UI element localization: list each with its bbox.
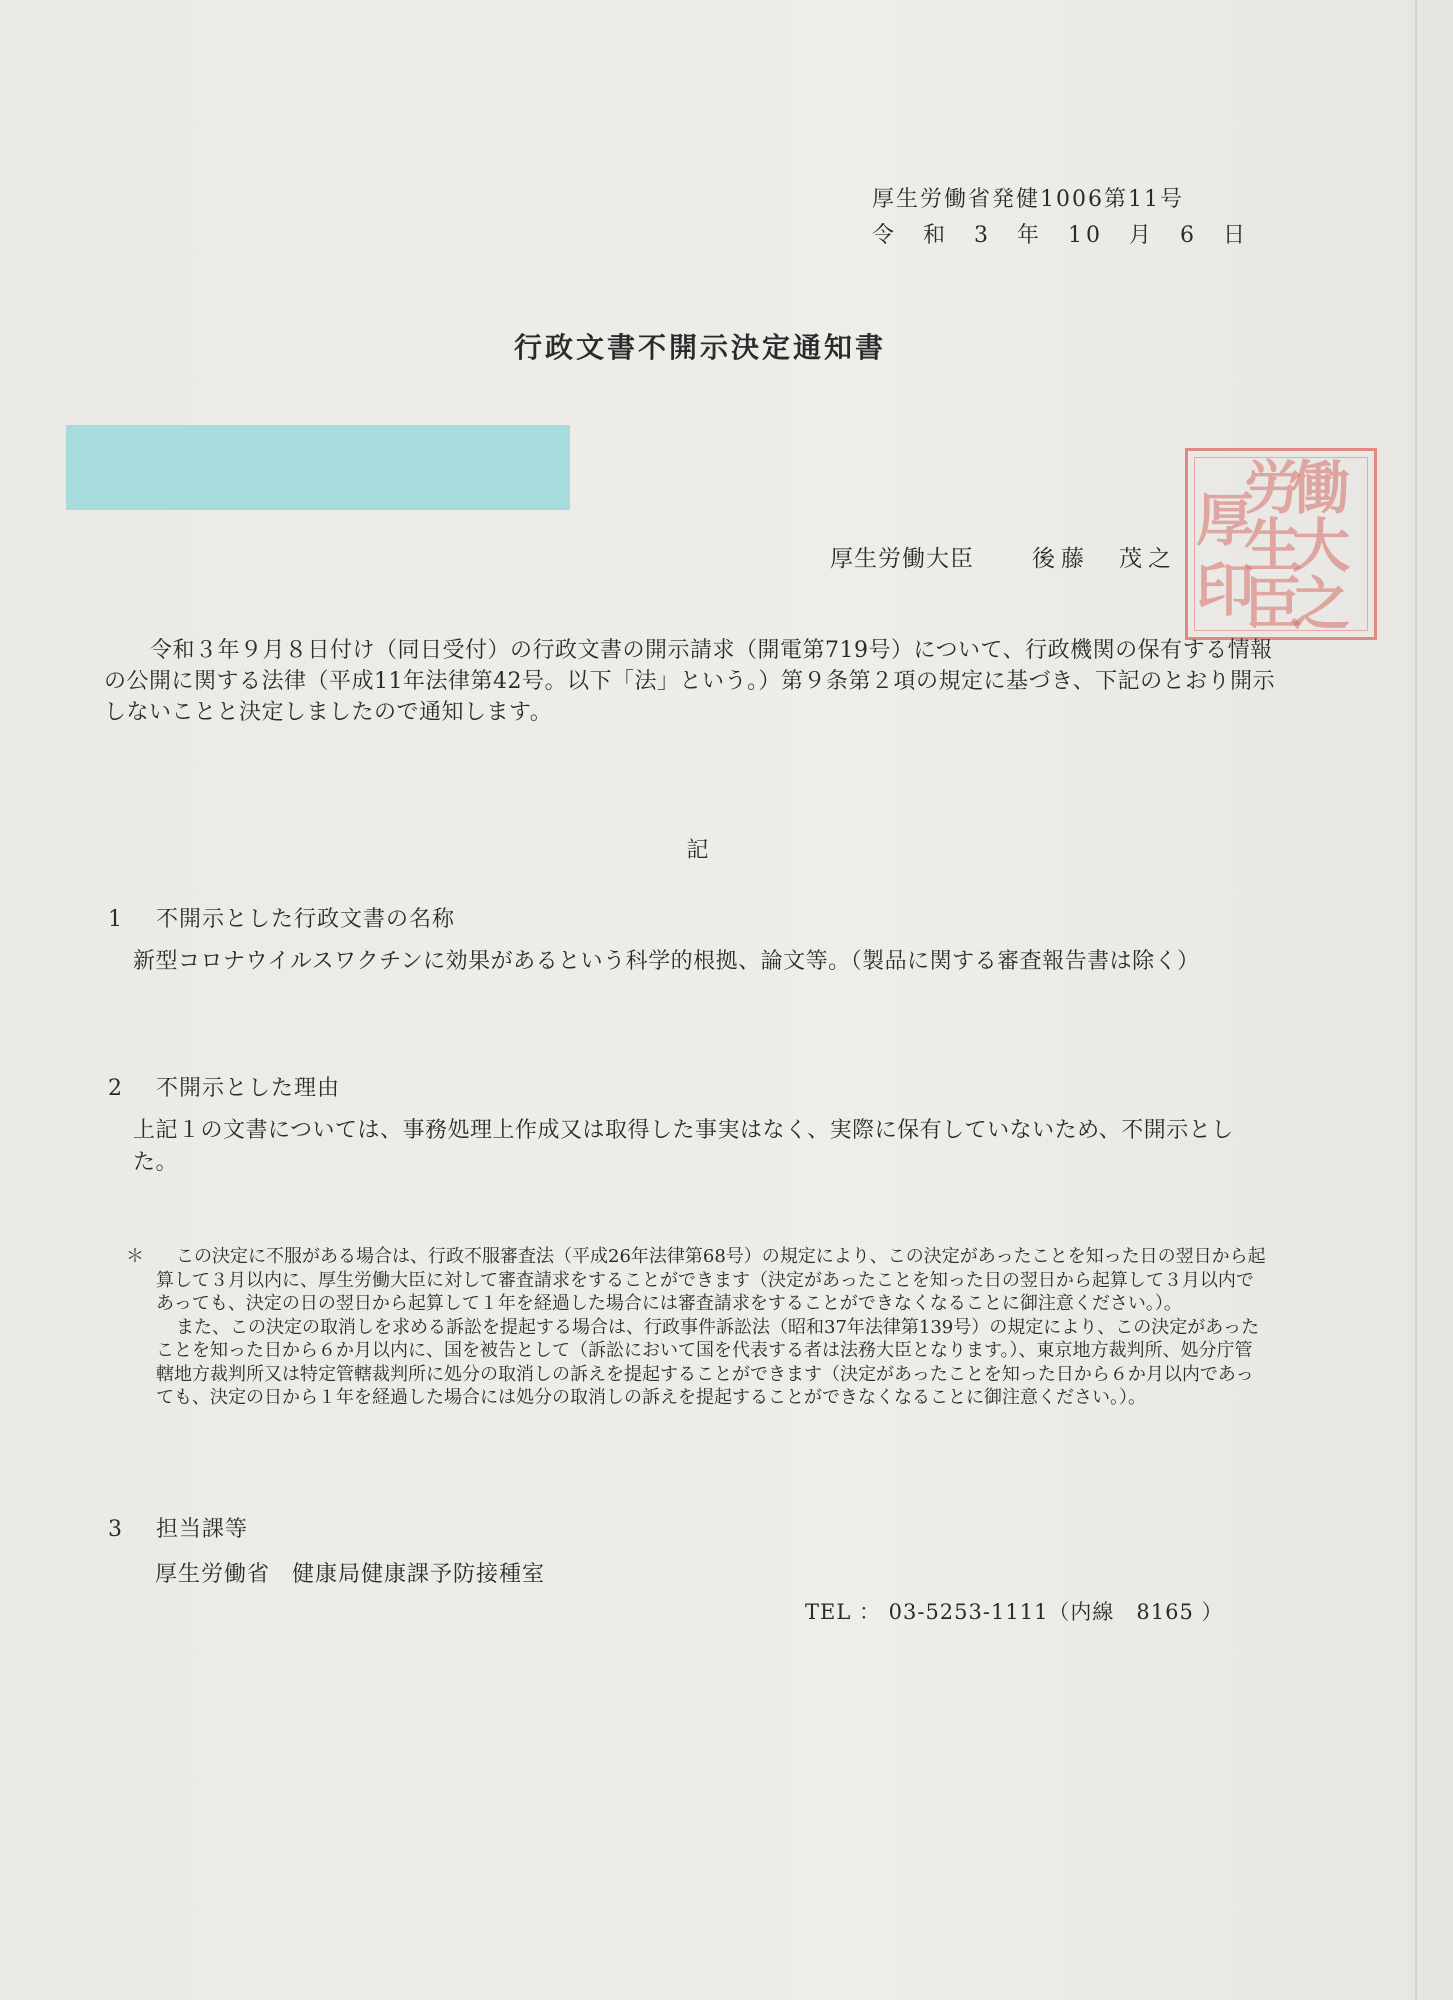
seal-char: 生	[1244, 512, 1303, 580]
note-text	[156, 1245, 1266, 1410]
contact-organization	[155, 1557, 545, 1588]
notice-body	[104, 635, 1289, 728]
section-1-heading	[108, 902, 455, 933]
section-3-heading	[108, 1512, 248, 1543]
section-heading: 不開示とした理由	[156, 1076, 341, 1101]
paper-edge	[1415, 0, 1417, 2000]
section-number: 1	[108, 907, 123, 932]
section-2-heading	[108, 1071, 340, 1102]
appeal-notice	[126, 1245, 1266, 1410]
issue-date: 令 和 3 年 10 月 6 日	[872, 223, 1249, 248]
signer-title: 厚生労働大臣	[830, 546, 974, 572]
note-paragraph-2: また、この決定の取消しを求める訴訟を提起する場合は、行政事件訴訟法（昭和37年法律第139号）の規定により、この決定があったことを知った日から６か月以内に、国を被告として（訴訟において国を代表する者は法務大臣となります。）、東京地方裁判所、処分庁管轄地方裁判所又は特定管轄裁判所に処分の取消しの訴えを提起することができます（決定があったことを知った日から６か月以内であっても、決定の日から１年を経過した場合には処分の取消しの訴えを提起することができなくなることに御注意ください。）。	[156, 1316, 1260, 1408]
seal-char: 労	[1244, 454, 1303, 522]
signer-block	[830, 540, 1177, 573]
section-number: 3	[108, 1517, 123, 1542]
note-paragraph-1: この決定に不服がある場合は、行政不服審査法（平成26年法律第68号）の規定により、この決定があったことを知った日の翌日から起算して３月以内に、厚生労働大臣に対して審査請求をすることができます（決定があったことを知った日の翌日から起算して３月以内であっても、決定の日の翌日から起算して１年を経過した場合には審査請求をすることができなくなることに御注意ください。）。	[156, 1246, 1266, 1314]
section-heading: 不開示とした行政文書の名称	[156, 907, 456, 932]
section-2-text: 上記１の文書については、事務処理上作成又は取得した事実はなく、実際に保有していないため、不開示とした。	[133, 1118, 1234, 1175]
contact-ministry: 厚生労働省	[155, 1562, 271, 1587]
seal-char: 働	[1292, 454, 1351, 522]
seal-char: 大	[1292, 512, 1351, 580]
notice-paragraph: 令和３年９月８日付け（同日受付）の行政文書の開示請求（開電第719号）について、行政機関の保有する情報の公開に関する法律（平成11年法律第42号。以下「法」という。）第９条第２項の規定に基づき、下記のとおり開示しないことと決定しましたので通知します。	[104, 638, 1276, 725]
seal-char: 之	[1292, 570, 1351, 638]
contact-phone: TEL ： 03-5253-1111（内線 8165 ）	[805, 1600, 1224, 1624]
section-1-text: 新型コロナウイルスワクチンに効果があるという科学的根拠、論文等。（製品に関する審査報告書は除く）	[133, 949, 1200, 974]
signer-name: 後藤 茂之	[1032, 546, 1177, 572]
document-header	[872, 182, 1249, 254]
seal-char: 厚	[1196, 486, 1255, 554]
official-seal	[1185, 448, 1377, 640]
seal-char: 印	[1196, 556, 1255, 624]
section-number: 2	[108, 1076, 123, 1101]
ki-marker: 記	[686, 838, 709, 863]
document-title: 行政文書不開示決定通知書	[513, 331, 886, 364]
note-mark: ＊	[126, 1246, 144, 1267]
contact-department: 健康局健康課予防接種室	[292, 1562, 546, 1587]
seal-char: 臣	[1244, 570, 1303, 638]
redacted-recipient	[66, 425, 570, 510]
section-heading: 担当課等	[156, 1517, 249, 1542]
reference-number: 厚生労働省発健1006第11号	[872, 187, 1184, 212]
